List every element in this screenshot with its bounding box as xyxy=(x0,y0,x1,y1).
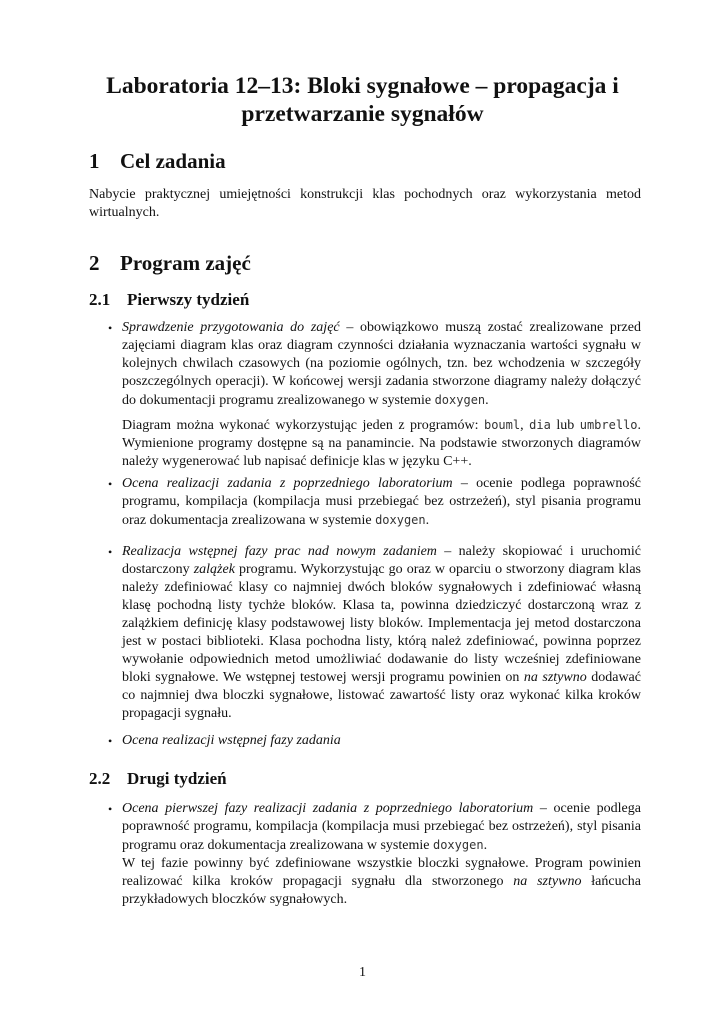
item-paragraph: Diagram można wykonać wykorzystując jeden z programów: bouml, dia lub umbrello. Wymienione programy dostępne są na panamincie. Na podstawie stworzonych diagramów należy wygenerować lub napisać definicje klas w języku C++. xyxy=(122,418,642,469)
page-number: 1 xyxy=(359,965,366,980)
bullet-icon: • xyxy=(108,545,113,559)
item-paragraph: Realizacja wstępnej fazy prac nad nowym zadaniem – należy skopiować i uruchomić dostarczony zalążek programu. Wykorzystując go oraz w oparciu o stworzony diagram klas należy zdefiniować klasy co najmniej dwóch bloków sygnałowych i zdefiniować własną klasę pochodną listy tychże bloków. Klasa ta, powinna dziedziczyć dostarczoną wraz z zalążkiem definicję klasy podstawowej listy bloków. Implementacja jej metod dostarczona jest w postaci biblioteki. Klasa pochodna listy, którą należ zdefiniować, powinna poprzez wywołanie odpowiednich metod umożliwiać dodawanie do listy wcześniej zdefiniowane bloki sygnałowe. We wstępnej testowej wersji programu powinien on na sztywno dodawać co najmniej dwa bloczki sygnałowe, listować zawartość listy oraz wykonać kilka kroków propagacji sygnału. xyxy=(122,544,641,721)
list-item xyxy=(108,800,642,909)
section-2-heading xyxy=(89,250,251,276)
bullet-icon: • xyxy=(108,802,113,816)
item-paragraph: Ocena realizacji zadania z poprzedniego laboratorium – ocenie podlega poprawność programu, kompilacja (kompilacja musi przebiegać bez ostrzeżeń), styl pisania programu oraz dokumentacja zrealizowana w systemie doxygen. xyxy=(122,476,642,528)
item-paragraph: Sprawdzenie przygotowania do zajęć – obowiązkowo muszą zostać zrealizowane przed zajęciami diagram klas oraz diagram czynności działania wyznaczania wartości sygnału w kolejnych chwilach czasowych (na poziomie ogólnych, tzn. bez wchodzenia w szczegóły poszczególnych operacji). W końcowej wersji zadania stworzone diagramy należy dołączyć do dokumentacji programu zrealizowanego w systemie doxygen. xyxy=(122,320,641,408)
subsection-title: Drugi tydzień xyxy=(127,769,227,788)
code-doxygen: doxygen xyxy=(434,393,486,407)
subsection-2-2-heading xyxy=(89,768,227,790)
bullet-icon: • xyxy=(108,321,113,335)
list-item xyxy=(108,319,642,471)
code-dia: dia xyxy=(529,418,551,432)
subsection-2-1-heading xyxy=(89,289,249,311)
item-paragraph: Ocena pierwszej fazy realizacji zadania z poprzedniego laboratorium – ocenie podlega poprawność programu, kompilacja (kompilacja musi przebiegać bez ostrzeżeń), styl pisania programu oraz dokumentacja zrealizowana w systemie doxygen. xyxy=(122,801,641,853)
document-title: Laboratoria 12–13: Bloki sygnałowe – propagacja i przetwarzanie sygnałów xyxy=(106,73,619,127)
bullet-icon: • xyxy=(108,734,113,748)
section-1-text: Nabycie praktycznej umiejętności konstrukcji klas pochodnych oraz wykorzystania metod wirtualnych. xyxy=(89,187,641,220)
item-lead: Sprawdzenie przygotowania do zajęć xyxy=(122,320,340,335)
list-item xyxy=(108,543,641,723)
item-paragraph xyxy=(122,732,641,750)
code-umbrello: umbrello xyxy=(579,418,638,432)
section-number: 2 xyxy=(89,251,100,275)
list-item xyxy=(108,732,641,750)
section-title: Program zajęć xyxy=(120,251,251,275)
section-number: 1 xyxy=(89,149,100,173)
code-doxygen: doxygen xyxy=(432,838,484,852)
item-lead: Realizacja wstępnej fazy prac nad nowym zadaniem xyxy=(122,544,437,559)
list-item xyxy=(108,475,642,530)
code-doxygen: doxygen xyxy=(375,513,426,527)
item-paragraph: W tej fazie powinny być zdefiniowane wszystkie bloczki sygnałowe. Program powinien realizować kilka kroków propagacji sygnału dla stworzonego na sztywno łańcucha przykładowych bloczków sygnałowych. xyxy=(122,856,642,907)
section-title: Cel zadania xyxy=(120,149,226,173)
item-lead: Ocena pierwszej fazy realizacji zadania z poprzedniego laboratorium xyxy=(122,801,534,816)
bullet-icon: • xyxy=(108,477,113,491)
subsection-title: Pierwszy tydzień xyxy=(127,290,250,309)
item-lead: Ocena realizacji zadania z poprzedniego laboratorium xyxy=(122,476,453,491)
item-lead: Ocena realizacji wstępnej fazy zadania xyxy=(122,733,341,748)
subsection-number: 2.1 xyxy=(89,290,111,309)
section-1-heading xyxy=(89,148,226,174)
subsection-number: 2.2 xyxy=(89,769,111,788)
code-bouml: bouml xyxy=(483,418,521,432)
